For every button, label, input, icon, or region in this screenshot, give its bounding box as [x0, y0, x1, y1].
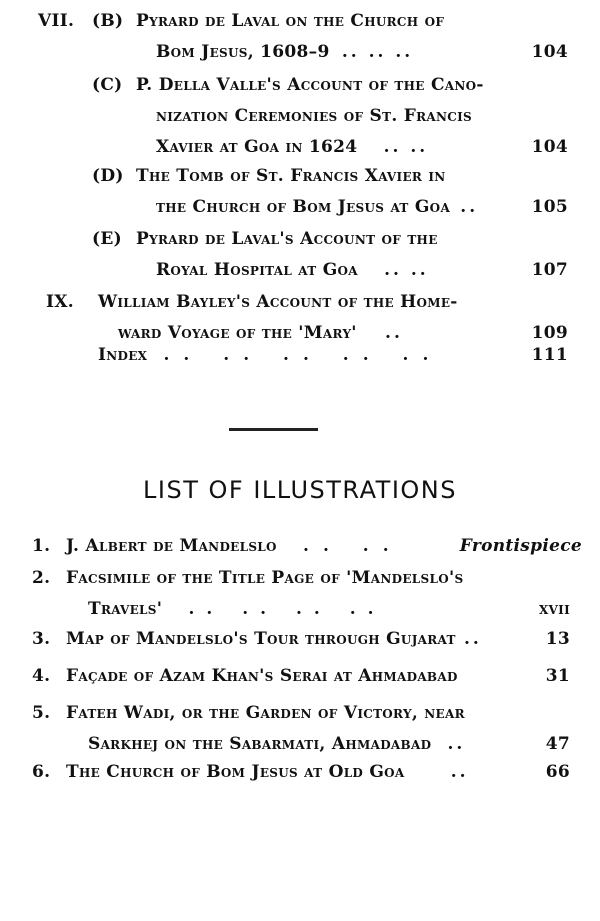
entry-title-line: P. Della Valle's Account of the Cano-	[136, 75, 484, 95]
entry-title-line: Bom Jesus, 1608–9	[156, 42, 330, 62]
page-number: 104	[531, 42, 568, 62]
page-number: 109	[531, 323, 568, 343]
section-heading: LIST OF ILLUSTRATIONS	[143, 476, 457, 504]
page-number: 66	[545, 762, 570, 782]
dot-leader: .. ..	[303, 536, 403, 556]
dot-leader: ..	[463, 629, 482, 649]
item-letter: (C)	[92, 75, 123, 95]
entry-title-line: Royal Hospital at Goa	[156, 260, 358, 280]
illustration-entry	[32, 563, 570, 625]
page-number: 13	[545, 629, 570, 649]
illustration-title-line: Travels'	[88, 599, 163, 619]
illustration-entry	[32, 624, 570, 655]
entry-title-line: Index	[98, 345, 148, 365]
chapter-number: IX.	[46, 292, 74, 312]
chapter-number: VII.	[38, 11, 75, 31]
page-number: 47	[545, 734, 570, 754]
contents-entry	[38, 70, 568, 163]
page-number: 107	[531, 260, 568, 280]
dot-leader: ..	[385, 323, 403, 343]
entry-title-line: Xavier at Goa in 1624	[156, 137, 358, 157]
contents-entry	[38, 224, 568, 286]
item-letter: (E)	[92, 229, 122, 249]
entry-title-line: The Tomb of St. Francis Xavier in	[136, 166, 446, 186]
section-divider	[229, 428, 318, 431]
illustration-title-line: Sarkhej on the Sabarmati, Ahmadabad	[88, 734, 432, 754]
entry-title-line: Pyrard de Laval's Account of the	[136, 229, 438, 249]
contents-entry	[38, 161, 568, 223]
entry-title-line: Pyrard de Laval on the Church of	[136, 11, 445, 31]
dot-leader: ..	[447, 734, 466, 754]
item-letter: (D)	[92, 166, 124, 186]
page-number: 111	[531, 345, 568, 365]
page-number: xvii	[538, 599, 570, 619]
illustration-entry	[32, 661, 570, 692]
illustration-number: 3.	[32, 629, 51, 649]
illustration-entry	[32, 698, 570, 760]
page-number: 31	[545, 666, 570, 686]
illustration-title-line: J. Albert de Mandelslo	[66, 536, 277, 556]
illustration-title-line: Façade of Azam Khan's Serai at Ahmadabad	[66, 666, 458, 686]
entry-title-line: the Church of Bom Jesus at Goa	[156, 197, 451, 217]
page-number: Frontispiece	[459, 536, 582, 556]
item-letter: (B)	[92, 11, 124, 31]
dot-leader: .. .. .. .. ..	[163, 345, 443, 365]
illustration-entry	[32, 531, 582, 562]
contents-entry	[38, 6, 568, 68]
illustration-number: 4.	[32, 666, 51, 686]
contents-entry	[38, 340, 568, 371]
dot-leader: .. .. ..	[341, 42, 414, 62]
illustration-title-line: Map of Mandelslo's Tour through Gujarat	[66, 629, 456, 649]
dot-leader: ..	[460, 197, 479, 217]
illustration-number: 2.	[32, 568, 51, 588]
illustration-title-line: Fateh Wadi, or the Garden of Victory, near	[66, 703, 465, 723]
dot-leader: .. ..	[383, 137, 429, 157]
entry-title-line: William Bayley's Account of the Home-	[98, 292, 458, 312]
page-number: 104	[531, 137, 568, 157]
illustration-number: 1.	[32, 536, 51, 556]
illustration-title-line: The Church of Bom Jesus at Old Goa	[66, 762, 405, 782]
illustration-number: 6.	[32, 762, 51, 782]
illustration-entry	[32, 757, 570, 788]
entry-title-line: nization Ceremonies of St. Francis	[156, 106, 473, 126]
entry-title-line: ward Voyage of the 'Mary'	[118, 323, 357, 343]
dot-leader: .. ..	[384, 260, 429, 280]
dot-leader: ..	[450, 762, 469, 782]
page-number: 105	[531, 197, 568, 217]
illustration-number: 5.	[32, 703, 51, 723]
dot-leader: .. .. .. ..	[188, 599, 386, 619]
illustration-title-line: Facsimile of the Title Page of 'Mandelslo's	[66, 568, 464, 588]
